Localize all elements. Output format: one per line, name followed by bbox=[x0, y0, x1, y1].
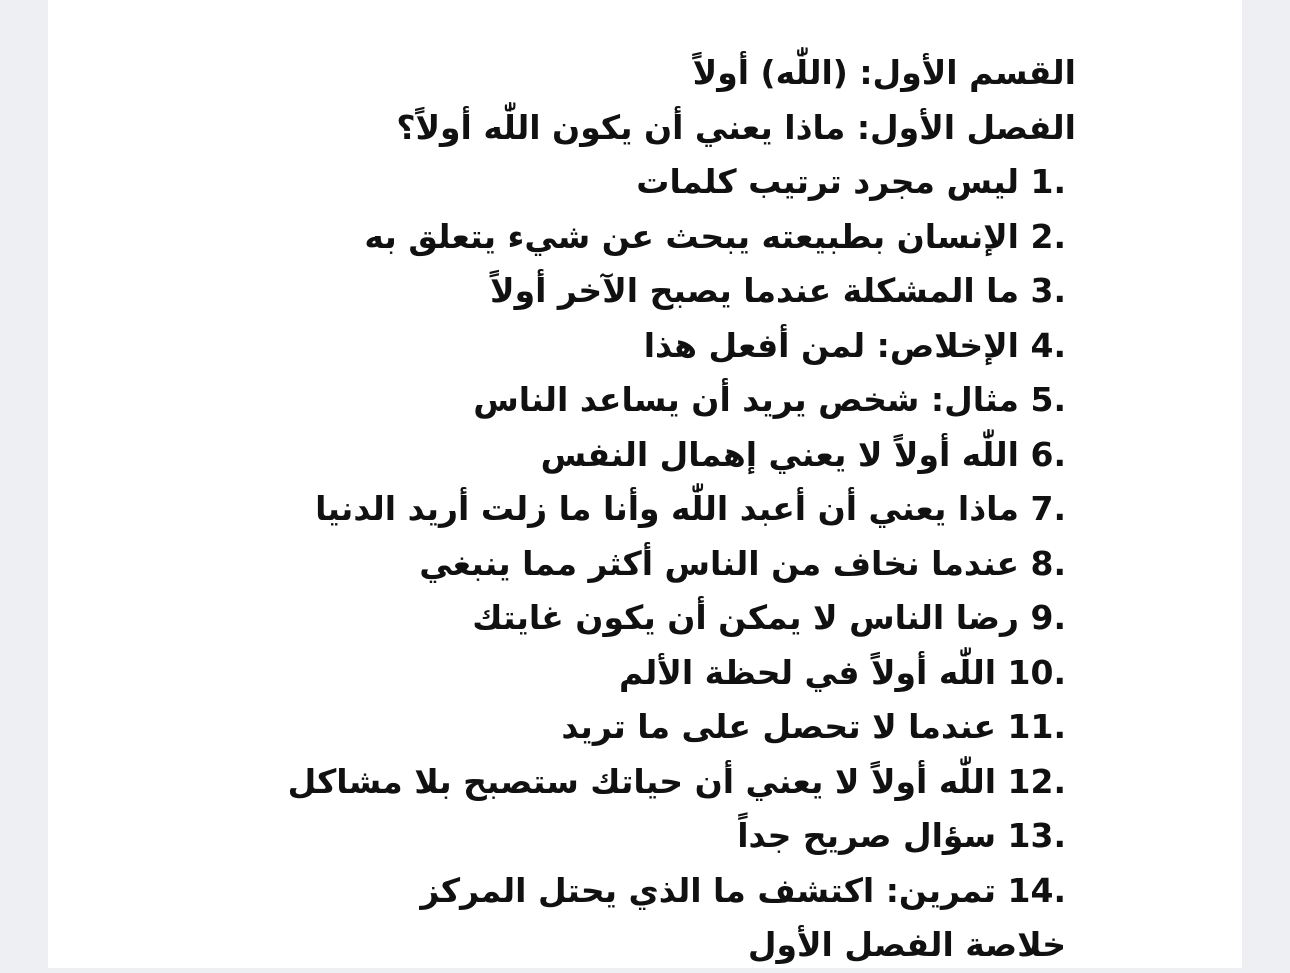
section-title: القسم الأول: (اللّٰه) أولاً bbox=[692, 53, 1076, 92]
list-item-number: 5. bbox=[1030, 380, 1066, 419]
list-item-text: اللّٰه أولاً في لحظة الألم bbox=[619, 652, 997, 692]
table-of-contents bbox=[288, 46, 1076, 973]
list-item-text: مثال: شخص يريد أن يساعد الناس bbox=[473, 380, 1019, 419]
list-item bbox=[288, 537, 1066, 592]
list-item-text: ما المشكلة عندما يصبح الآخر أولاً bbox=[490, 271, 1019, 310]
list-item-number: 8. bbox=[1030, 543, 1066, 583]
list-item-number: 10. bbox=[1007, 652, 1066, 692]
list-item-number: 7. bbox=[1030, 489, 1066, 528]
list-item-text: تمرين: اكتشف ما الذي يحتل المركز bbox=[420, 870, 997, 910]
list-item bbox=[288, 210, 1066, 265]
list-item bbox=[288, 428, 1066, 483]
list-item-number: 14. bbox=[1007, 870, 1066, 910]
list-item bbox=[288, 809, 1066, 864]
chapter-summary-title: خلاصة الفصل الأول bbox=[747, 925, 1066, 964]
list-item bbox=[288, 864, 1066, 919]
list-item-text: الإخلاص: لمن أفعل هذا bbox=[643, 325, 1019, 365]
list-item-number: 11. bbox=[1007, 707, 1066, 746]
list-item-text: اللّٰه أولاً لا يعني إهمال النفس bbox=[540, 434, 1019, 474]
list-item-number: 13. bbox=[1007, 816, 1066, 855]
list-item-text: اللّٰه أولاً لا يعني أن حياتك ستصبح بلا مشاكل bbox=[287, 761, 997, 801]
list-item-number: 1. bbox=[1030, 162, 1066, 201]
chapter-items-list bbox=[288, 155, 1076, 918]
list-item-text: سؤال صريح جداً bbox=[737, 816, 997, 855]
list-item bbox=[288, 646, 1066, 701]
list-item-text: عندما نخاف من الناس أكثر مما ينبغي bbox=[419, 543, 1019, 583]
list-item-number: 2. bbox=[1030, 216, 1066, 256]
list-item-text: رضا الناس لا يمكن أن يكون غايتك bbox=[472, 598, 1019, 637]
list-item-text: الإنسان بطبيعته يبحث عن شيء يتعلق به bbox=[364, 216, 1019, 256]
list-item bbox=[288, 700, 1066, 755]
list-item-number: 12. bbox=[1007, 761, 1066, 801]
list-item bbox=[288, 155, 1066, 210]
list-item-number: 6. bbox=[1030, 434, 1066, 474]
list-item-number: 9. bbox=[1030, 598, 1066, 637]
chapter-title: الفصل الأول: ماذا يعني أن يكون اللّٰه أولاً؟ bbox=[396, 107, 1076, 147]
list-item bbox=[288, 482, 1066, 537]
list-item bbox=[288, 591, 1066, 646]
list-item bbox=[288, 373, 1066, 428]
list-item-text: ليس مجرد ترتيب كلمات bbox=[636, 162, 1019, 201]
document-page bbox=[48, 0, 1242, 968]
list-item-number: 4. bbox=[1030, 325, 1066, 365]
list-item-text: عندما لا تحصل على ما تريد bbox=[561, 707, 997, 746]
list-item bbox=[288, 264, 1066, 319]
list-item-text: ماذا يعني أن أعبد اللّٰه وأنا ما زلت أريد الدنيا bbox=[315, 489, 1019, 528]
list-item-number: 3. bbox=[1030, 271, 1066, 310]
list-item bbox=[288, 319, 1066, 374]
list-item bbox=[288, 755, 1066, 810]
